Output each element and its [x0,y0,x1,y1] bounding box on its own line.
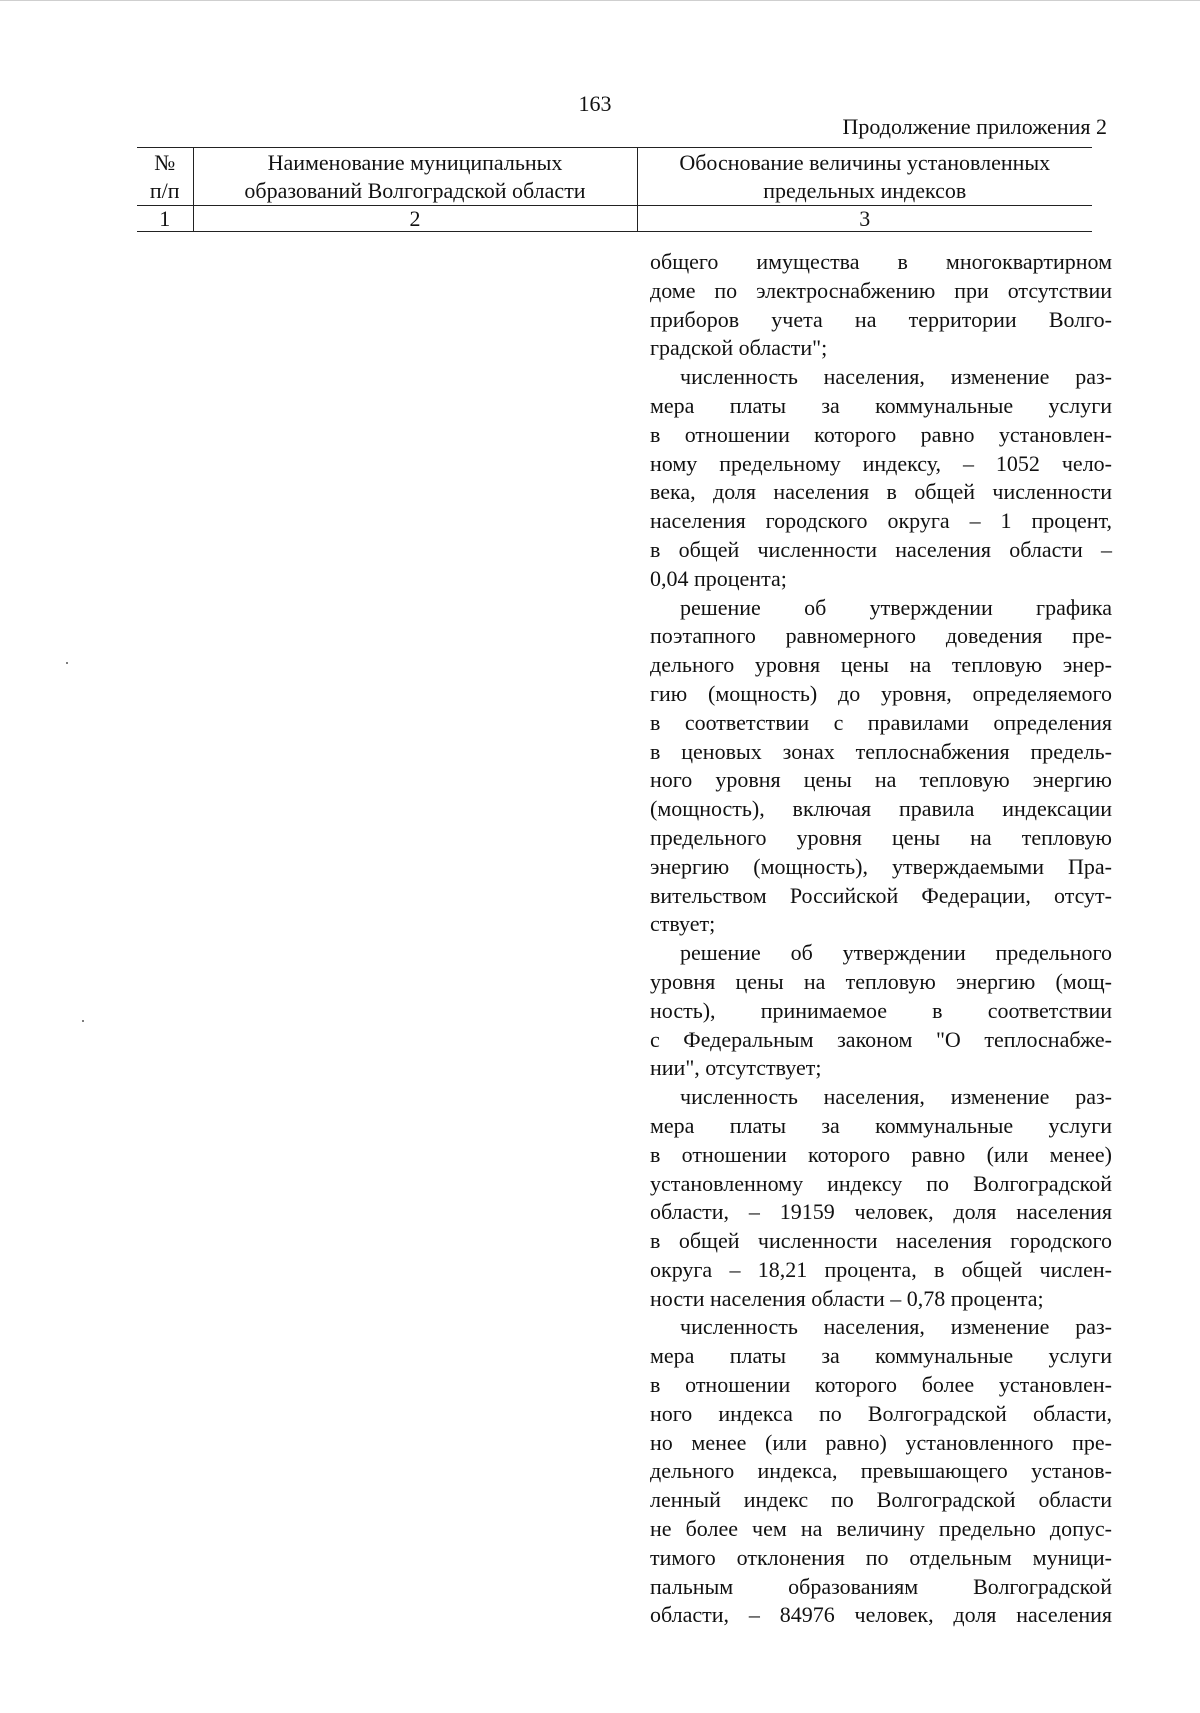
text-line: ствует; [650,911,716,937]
text-line: дельного индекса, превышающего установ- [650,1458,1112,1484]
header-cell-line: № [154,150,176,175]
text-line: но менее (или равно) установленного пре- [650,1429,1112,1455]
text-line: в отношении которого равно (или менее) [650,1141,1112,1167]
header-cell-line: образований Волгоградской области [244,178,586,203]
appendix-table [137,147,1092,232]
text-line: ности населения области – 0,78 процента; [650,1285,1044,1311]
text-line: мера платы за коммунальные услуги [650,392,1112,418]
text-line: в соответствии с правилами определения [650,709,1112,735]
text-line: установленному индексу по Волгоградской [650,1170,1112,1196]
text-line: ному предельному индексу, – 1052 чело- [650,450,1112,476]
justification-text [650,248,1112,1630]
text-line: поэтапного равномерного доведения пре- [650,623,1112,649]
column-number-cell: 3 [637,206,1092,232]
text-line: предельного уровня цены на тепловую [650,824,1112,850]
header-cell-line: Обоснование величины установленных [679,150,1051,175]
text-line: пальным образованиям Волгоградской [650,1573,1112,1599]
text-line: в ценовых зонах теплоснабжения предель- [650,738,1112,764]
text-line: численность населения, изменение раз- [680,1314,1112,1340]
text-line: в общей численности населения области – [650,536,1112,562]
header-cell-line: п/п [149,178,180,203]
text-line: нии", отсутствует; [650,1055,822,1081]
text-line: дельного уровня цены на тепловую энер- [650,652,1112,678]
page-number: 163 [578,91,612,116]
text-line: общего имущества в многоквартирном [650,249,1112,274]
scan-speck [82,1020,84,1022]
text-line: населения городского округа – 1 процент, [650,508,1112,534]
header-cell-justification [637,148,1092,206]
table-header-row [137,148,1092,206]
text-line: в отношении которого равно установлен- [650,421,1112,447]
column-number-cell: 1 [137,206,193,232]
text-line: ного индекса по Волгоградской области, [650,1400,1112,1426]
header-cell-line: Наименование муниципальных [267,150,563,175]
appendix-continuation-label: Продолжение приложения 2 [842,114,1107,139]
text-line: вительством Российской Федерации, отсут- [650,882,1112,908]
text-line: решение об утверждении графика [680,594,1112,620]
text-line: численность населения, изменение раз- [680,364,1112,390]
text-line: не более чем на величину предельно допус- [650,1516,1112,1542]
text-line: уровня цены на тепловую энергию (мощ- [650,968,1112,994]
header-cell-line: предельных индексов [763,178,967,203]
text-line: ность), принимаемое в соответствии [650,997,1112,1023]
header-cell-municipality [193,148,637,206]
header-cell-number [137,148,193,206]
text-line: (мощность), включая правила индексации [650,796,1112,822]
text-line: приборов учета на территории Волго- [650,306,1112,332]
column-number-row [137,206,1092,232]
text-line: области, – 84976 человек, доля населения [650,1602,1112,1628]
text-line: в общей численности населения городского [650,1228,1112,1254]
text-line: решение об утверждении предельного [680,940,1112,966]
text-line: 0,04 процента; [650,565,787,591]
text-line: тимого отклонения по отдельным муници- [650,1544,1112,1570]
text-line: века, доля населения в общей численности [650,479,1112,505]
text-line: энергию (мощность), утверждаемыми Пра- [650,853,1112,879]
text-line: гию (мощность) до уровня, определяемого [650,680,1112,706]
column-number-cell: 2 [193,206,637,232]
text-line: мера платы за коммунальные услуги [650,1343,1112,1369]
text-line: мера платы за коммунальные услуги [650,1112,1112,1138]
text-line: численность населения, изменение раз- [680,1084,1112,1110]
text-line: с Федеральным законом "О теплоснабже- [650,1026,1112,1052]
text-line: ленный индекс по Волгоградской области [650,1487,1112,1513]
text-line: округа – 18,21 процента, в общей числен- [650,1256,1112,1282]
text-line: в отношении которого более установлен- [650,1372,1112,1398]
scan-top-edge [0,0,1200,1]
text-line: градской области"; [650,335,828,361]
text-line: ного уровня цены на тепловую энергию [650,767,1112,793]
text-line: доме по электроснабжению при отсутствии [650,277,1112,303]
scan-speck [66,662,68,664]
text-line: области, – 19159 человек, доля населения [650,1199,1112,1225]
